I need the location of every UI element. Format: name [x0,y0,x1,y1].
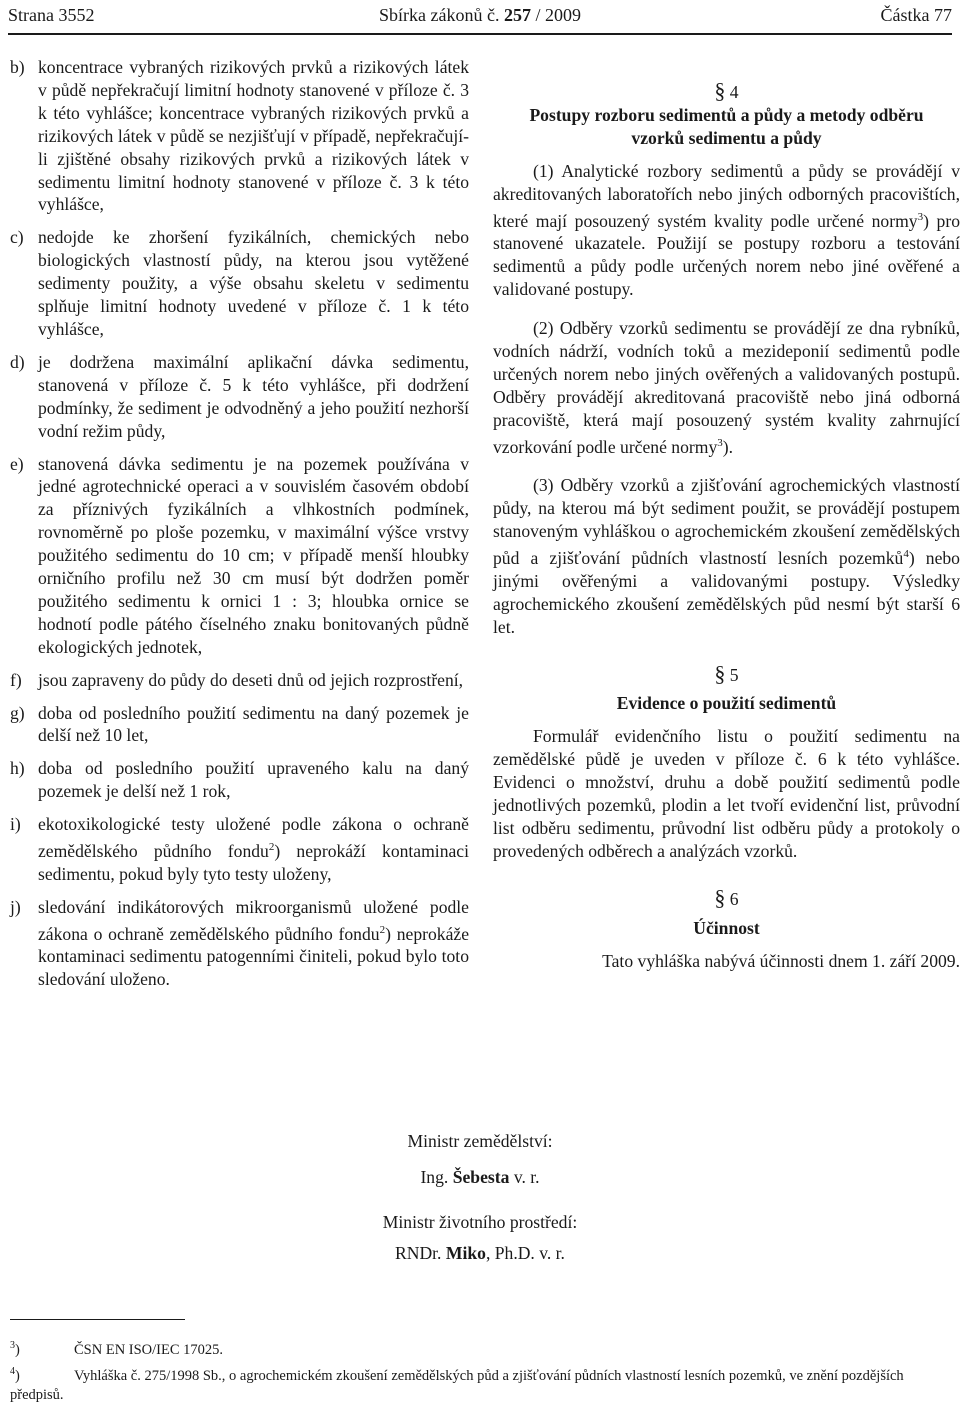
list-item [10,702,469,748]
section-symbol: § [714,660,726,686]
page-number: Strana 3552 [8,5,95,25]
footnote-rule [10,1319,185,1320]
item-label: j) [10,896,21,917]
collection-number: 257 [503,5,531,25]
signature-title-2: Ministr životního prostředí: [382,1212,578,1232]
footnote-text: Vyhláška č. 275/1998 Sb., o agrochemickém zkoušení zemědělských půd a zjišťování půdních vlastností lesních pozemků, ve znění pozdějších předpisů. [10,1367,904,1403]
list-item [10,56,469,216]
list-item [10,453,469,659]
section-6-text: Tato vyhláška nabývá účinnosti dnem 1. září 2009. [602,950,960,971]
name-prefix: Ing. [420,1167,449,1187]
name-surname: Šebesta [452,1167,510,1187]
item-label: b) [10,57,25,77]
collection-name: Sbírka zákonů č. [379,5,500,25]
header-rule [8,33,952,35]
item-text [38,813,469,886]
signature-name-1 [0,1167,960,1188]
item-text: je dodržena maximální aplikační dávka sedimentu, stanovená v příloze č. 5 k této vyhlášce, při dodržení podmínky, že sediment je odvodněný a jeho použití nezhorší vodní režim půdy, [38,351,469,441]
footnote-paren: ) [15,1367,20,1384]
item-text-b: ) neprokáže kontaminaci sedimentu patogenními činiteli, pokud bylo toto sledování uloženo. [38,923,470,990]
footnote [10,1336,952,1360]
item-label: h) [10,758,25,779]
item-text: jsou zapraveny do půdy do deseti dnů od jejich rozprostření, [38,669,464,690]
part-number: Částka 77 [880,5,952,25]
section-6-number [493,884,960,911]
item-label: f) [10,669,22,690]
item-text-a: ekotoxikologické testy uložené podle zákona o ochraně zemědělského půdního fondu [38,814,469,861]
item-text: stanovená dávka sedimentu je na pozemek používána v jedné agrotechnické operaci a v souvislém časovém období za příznivých fyzikálních a vlhkostních podmínek, rovnoměrně po ploše pozemku, v maximální výšce vrstvy použitého sedimentu do 10 cm; v případě menší hloubky orničního profilu než 30 cm musí být dodržen poměr použitého sedimentu k ornici 1 : 3; hloubka ornice se hodnotí podle pátého číselného znaku bonitovaných půdně ekologických jednotek, [38,453,469,657]
item-label: i) [10,814,21,835]
name-suffix: v. r. [513,1167,540,1187]
section-5-number [493,660,960,687]
para-text-a: (3) Odběry vzorků a zjišťování agrochemických vlastností půdy, na kterou má být sediment použit, se provádějí postupem stanoveným vyhláškou o agrochemickém zkoušení zemědělských půd a zjišťování půdních vlastností lesních pozemků [493,475,960,568]
section-symbol: § [714,78,726,103]
item-label: c) [10,227,24,248]
footnote-text: ČSN EN ISO/IEC 17025. [74,1341,224,1358]
item-label: g) [10,702,25,723]
item-label: d) [10,351,25,372]
list-item [10,669,469,692]
section-symbol: § [714,884,726,910]
footnote-ref: 4 [903,548,909,561]
signature-name-2 [0,1243,960,1264]
section-number-value: 4 [729,82,739,102]
name-prefix: RNDr. [395,1243,442,1263]
section-6-title: Účinnost [693,917,760,938]
list-item [10,351,469,443]
section-4-number [493,80,960,104]
footnote-ref: 2 [268,841,275,854]
item-text: doba od posledního použití sedimentu na daný pozemek je delší než 10 let, [38,702,469,746]
signature-title-1: Ministr zemědělství: [407,1131,553,1151]
item-text: koncentrace vybraných rizikových prvků a rizikových látek v půdě nepřekračují limitní hodnoty stanovené v příloze č. 3 k této vyhlášce; koncentrace vybraných rizikových prvků a rizikových látek v půdě se nezjišťují v případě, nepřekračují-li zjištěné obsahy rizikových prvků a rizikových látek v sedimentu limitní hodnoty stanovené v příloze č. 3 k této vyhlášce, [38,57,469,215]
para-text-b: ). [722,436,734,457]
footnote-mark [10,1336,74,1360]
section-5-title: Evidence o použití sedimentů [616,693,837,714]
footnote-number: 3 [10,1340,15,1351]
collection-year: / 2009 [535,5,581,25]
footnote-paren: ) [15,1341,20,1358]
item-text [38,896,469,991]
para-text-b: ) nebo jinými ověřenými a validovanými postupy. Výsledky agrochemického zkoušení zemědělských půd nesmí být starší 6 let. [493,547,960,637]
list-item [10,757,469,803]
left-column [10,56,469,1001]
section-4-paragraph-1 [493,160,960,301]
para-text-a: (2) Odběry vzorků sedimentu se provádějí ze dna rybníků, vodních nádrží, vodních toků a mezideponií sedimentů podle určených norem nebo jiných ověřených a validovaných postupů. Odběry provádějí akreditovaná pracoviště nebo jiná odborná pracoviště, která mají posouzený systém kvality zahrnující vzorkování podle určené normy [493,318,960,457]
right-column [493,56,960,972]
footnote-ref: 3 [917,210,924,223]
list-item [10,896,469,991]
footnote-mark [10,1362,74,1386]
item-text-a: sledování indikátorových mikroorganismů uložené podle zákona o ochraně zemědělského půdního fondu [38,896,469,944]
name-suffix: , Ph.D. v. r. [485,1243,565,1263]
collection-title [8,0,952,30]
section-number-value: 6 [729,888,739,909]
para-text-a: (1) Analytické rozbory sedimentů a půdy se provádějí v akreditovaných laboratořích nebo jiných odborných pracovištích, které mají posouzený systém kvality podle určené normy [493,160,960,231]
item-text: doba od posledního použití upraveného kalu na daný pozemek je delší než 1 rok, [38,758,469,802]
item-label: e) [10,453,24,474]
section-4-title: Postupy rozboru sedimentů a půdy a metody odběru vzorků sedimentu a půdy [529,104,924,148]
footnote-number: 4 [10,1366,15,1377]
item-text: nedojde ke zhoršení fyzikálních, chemických nebo biologických vlastností půdy, na kterou jsou vytěžené sedimenty použity, a výše obsahu skeletu v sedimentu splňuje limitní hodnoty uvedené v příloze č. 1 k této vyhlášce, [38,227,469,339]
name-surname: Miko [445,1243,486,1263]
section-5-paragraph: Formulář evidenčního listu o použití sedimentu na zemědělské půdě je uveden v příloze č. 6 k této vyhlášce. Evidenci o množství, druhu a době použití sedimentů podle jednotlivých pozemků, plodin a let tvoří evidenční list, průvodní list odběru sedimentu, průvodní list odběru půdy a protokoly o provedených odběrech a analýzách vzorků. [493,726,960,861]
footnote-ref: 3 [717,436,723,449]
section-4-paragraph-2 [493,317,960,458]
section-4-paragraph-3 [493,474,960,638]
list-item [10,813,469,886]
item-text-b: ) neprokáží kontaminaci sedimentu, pokud byly tyto testy uloženy, [38,840,469,884]
section-number-value: 5 [729,664,739,685]
para-text-b: ) pro stanovené ukazatele. Použijí se postupy rozboru a testování sedimentů a půdy podle určených norem nebo jiné ověřené a validované postupy. [493,210,960,300]
list-item [10,226,469,341]
footnote [10,1362,952,1405]
footnote-ref: 2 [379,923,386,936]
page-header [8,0,952,32]
